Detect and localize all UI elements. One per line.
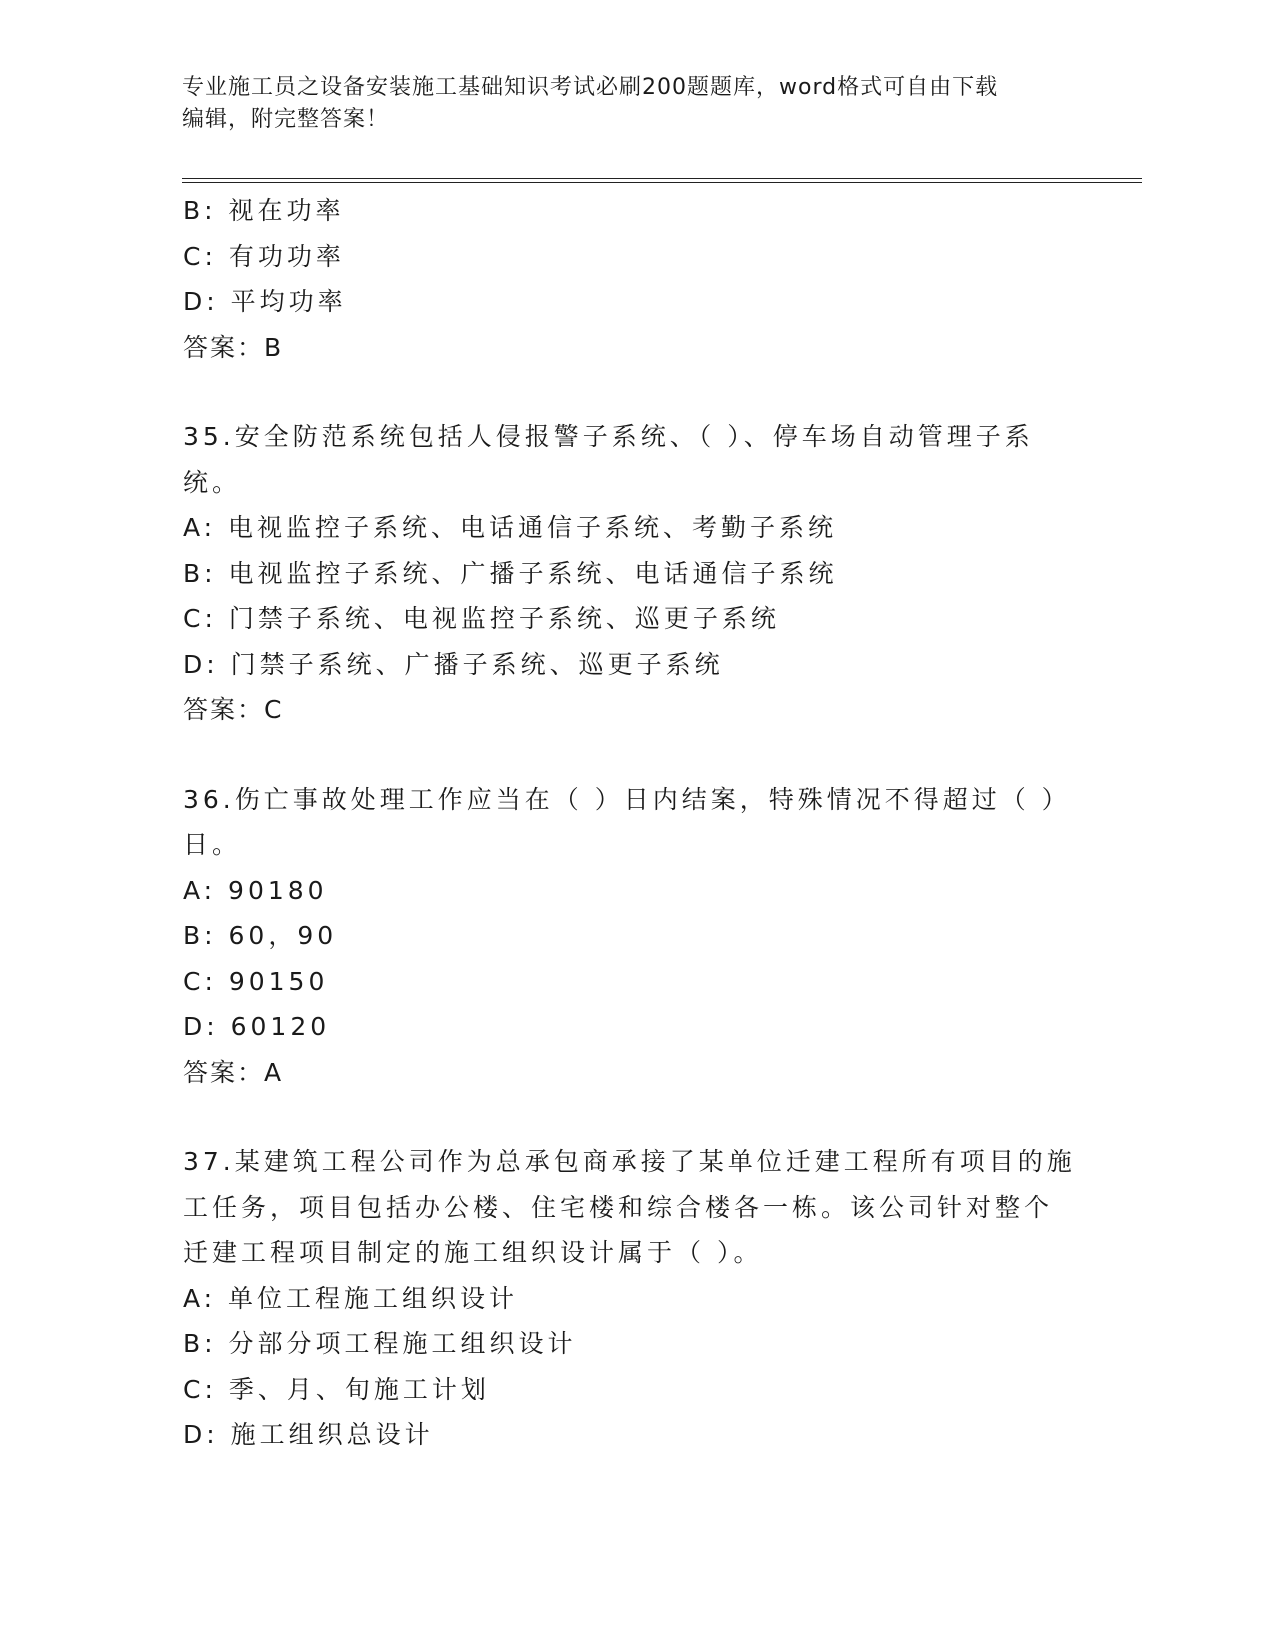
answer-line: 答案：A xyxy=(183,1057,284,1087)
option-a: A: 单位工程施工组织设计 xyxy=(183,1283,519,1313)
question-text-line: 日。 xyxy=(183,830,242,859)
option-a: A: 90180 xyxy=(183,875,328,905)
option-c: C: 门禁子系统、电视监控子系统、巡更子系统 xyxy=(183,604,780,633)
question-text-line: 36.伤亡事故处理工作应当在（ ）日内结案，特殊情况不得超过（ ） xyxy=(183,784,1071,814)
option-b: B: 60，90 xyxy=(183,921,338,950)
previous-question-tail xyxy=(183,188,1063,370)
document-header xyxy=(182,72,1062,136)
option-c: C: 90150 xyxy=(183,966,329,996)
option-b: B: 分部分项工程施工组织设计 xyxy=(183,1329,577,1358)
option-c: C: 季、月、旬施工计划 xyxy=(183,1374,490,1404)
question-text-line: 37.某建筑工程公司作为总承包商承接了某单位迁建工程所有项目的施 xyxy=(183,1147,1076,1176)
answer-line: 答案：C xyxy=(183,695,284,724)
option-d: D: 60120 xyxy=(183,1012,331,1041)
question-37 xyxy=(183,1139,1076,1458)
header-divider-top xyxy=(182,178,1142,179)
header-title-line-1: 专业施工员之设备安装施工基础知识考试必刷200题题库，word格式可自由下载 xyxy=(182,75,999,100)
option-d: D: 门禁子系统、广播子系统、巡更子系统 xyxy=(183,649,724,679)
option-d: D: 施工组织总设计 xyxy=(183,1420,434,1449)
question-content xyxy=(183,188,1076,1458)
option-b: B: 视在功率 xyxy=(183,196,345,225)
option-b: B: 电视监控子系统、广播子系统、电话通信子系统 xyxy=(183,558,838,588)
option-d: D: 平均功率 xyxy=(183,287,347,316)
header-title-line-2: 编辑，附完整答案！ xyxy=(182,107,390,132)
question-text-line: 统。 xyxy=(183,467,242,497)
answer-line: 答案：B xyxy=(183,332,284,362)
question-text-line: 35.安全防范系统包括人侵报警子系统、（ ）、停车场自动管理子系 xyxy=(183,422,1034,451)
question-text-line: 工任务，项目包括办公楼、住宅楼和综合楼各一栋。该公司针对整个 xyxy=(183,1192,1054,1222)
option-a: A: 电视监控子系统、电话通信子系统、考勤子系统 xyxy=(183,513,838,542)
question-35 xyxy=(183,414,1063,733)
question-36 xyxy=(183,777,1071,1096)
question-text-line: 迁建工程项目制定的施工组织设计属于（ ）。 xyxy=(183,1238,763,1267)
option-c: C: 有功功率 xyxy=(183,241,345,271)
header-divider-bottom xyxy=(182,182,1142,183)
